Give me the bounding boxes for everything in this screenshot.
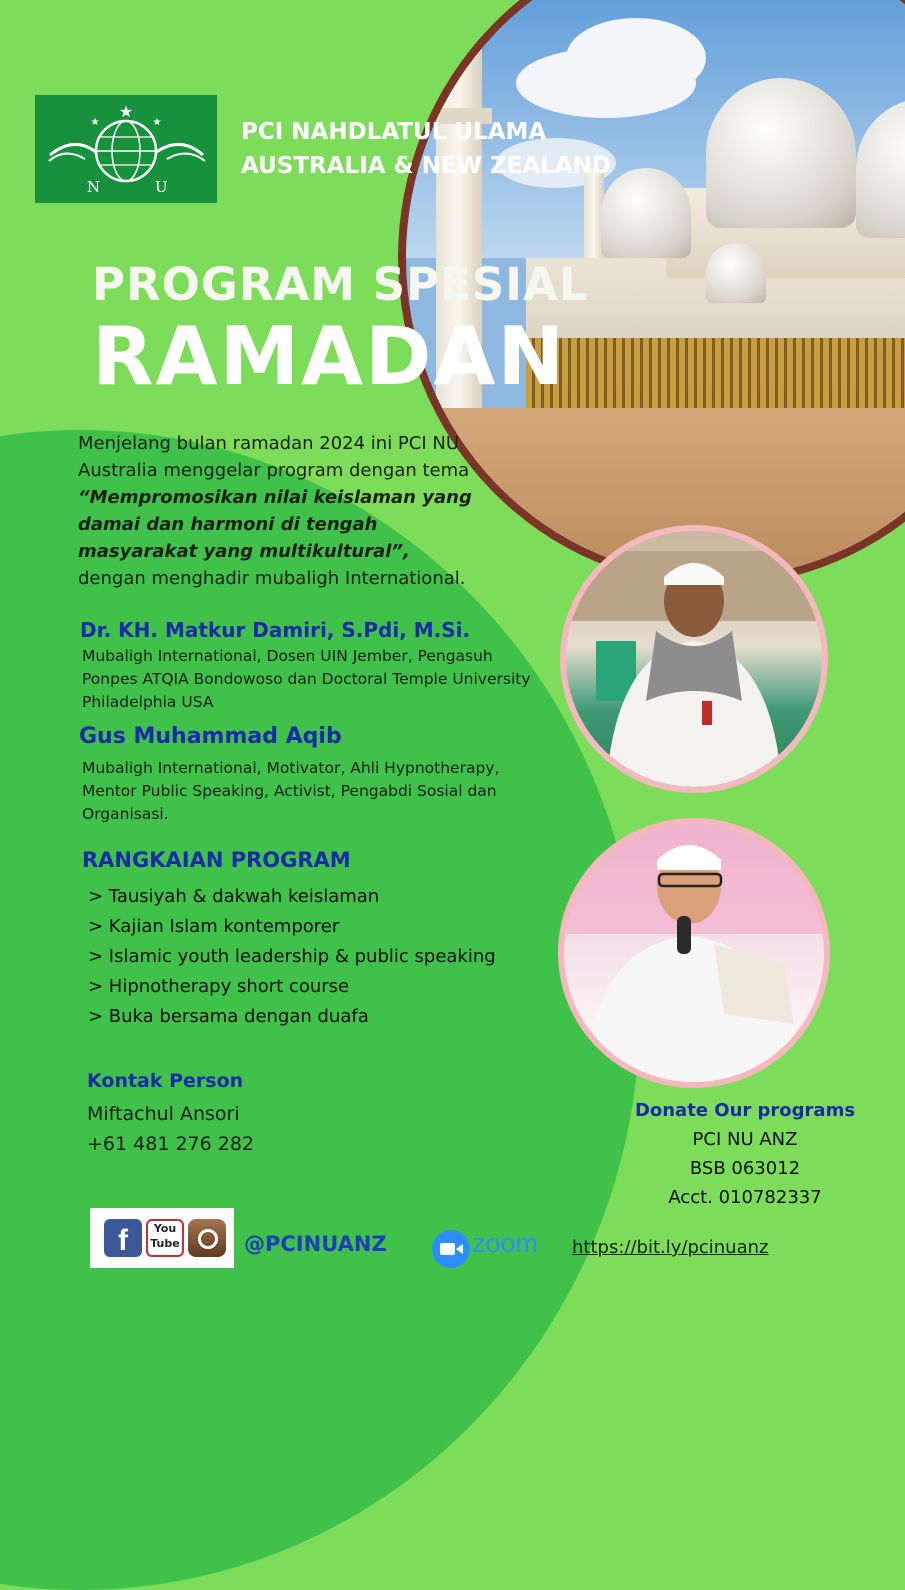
list-item: > Hipnotherapy short course [88,976,350,997]
zoom-wordmark: zoom [472,1228,539,1258]
contact-heading: Kontak Person [87,1070,244,1092]
svg-text:★: ★ [152,117,162,128]
intro-paragraph [78,430,473,592]
speaker1-name: Dr. KH. Matkur Damiri, S.Pdi, M.Si. [80,618,471,642]
svg-text:U: U [155,178,168,196]
donate-heading: Donate Our programs [634,1100,856,1121]
org-name-line2: AUSTRALIA & NEW ZEALAND [241,153,611,179]
speaker2-name: Gus Muhammad Aqib [79,724,342,749]
list-item: > Kajian Islam kontemporer [88,916,340,937]
contact-details [87,1099,254,1159]
donate-account-name: PCI NU ANZ [692,1129,798,1150]
donate-bsb: BSB 063012 [689,1158,801,1179]
youtube-label: You Tube [150,1222,180,1250]
nu-logo [35,95,217,203]
list-item: > Buka bersama dengan duafa [88,1006,369,1027]
contact-phone: +61 481 276 282 [87,1133,255,1155]
intro-part1: Menjelang bulan ramadan 2024 ini PCI NU Australia menggelar program dengan tema [78,433,470,481]
instagram-icon[interactable] [188,1219,226,1257]
org-name [241,115,611,183]
donate-acct: Acct. 010782337 [668,1187,822,1208]
speaker1-photo [560,525,828,793]
speaker2-photo [558,818,830,1088]
speaker2-desc: Mubaligh International, Motivator, Ahli Hypnotherapy, Mentor Public Speaking, Activist, Pengabdi Sosial dan Organisasi. [82,759,500,823]
program-list [88,882,496,1032]
svg-text:★: ★ [118,102,134,121]
contact-name: Miftachul Ansori [87,1103,240,1125]
registration-link[interactable]: https://bit.ly/pcinuanz [572,1237,769,1258]
social-icons [90,1208,234,1268]
donate-block [620,1096,870,1212]
svg-text:★: ★ [90,117,100,128]
facebook-icon[interactable]: f [104,1219,142,1257]
globe-stars-icon [35,95,217,203]
intro-part2: dengan menghadir mubaligh International. [78,568,466,589]
speaker1-desc: Mubaligh International, Dosen UIN Jember, Pengasuh Ponpes ATQIA Bondowoso dan Doctoral Temple University Philadelphia USA [82,647,531,711]
list-item: > Tausiyah & dakwah keislaman [88,886,380,907]
org-name-line1: PCI NAHDLATUL ULAMA [241,119,547,145]
social-handle[interactable]: @PCINUANZ [244,1232,387,1256]
svg-text:N: N [87,178,101,196]
intro-quote: “Mempromosikan nilai keislaman yang damai dan harmoni di tengah masyarakat yang multikultural”, [78,487,472,562]
list-item: > Islamic youth leadership & public speaking [88,946,496,967]
zoom-icon [432,1230,470,1268]
title-ramadan: RAMADAN [92,310,567,403]
program-heading: RANGKAIAN PROGRAM [82,848,351,872]
youtube-icon[interactable] [146,1219,184,1257]
title-line1: PROGRAM SPESIAL [92,258,589,311]
